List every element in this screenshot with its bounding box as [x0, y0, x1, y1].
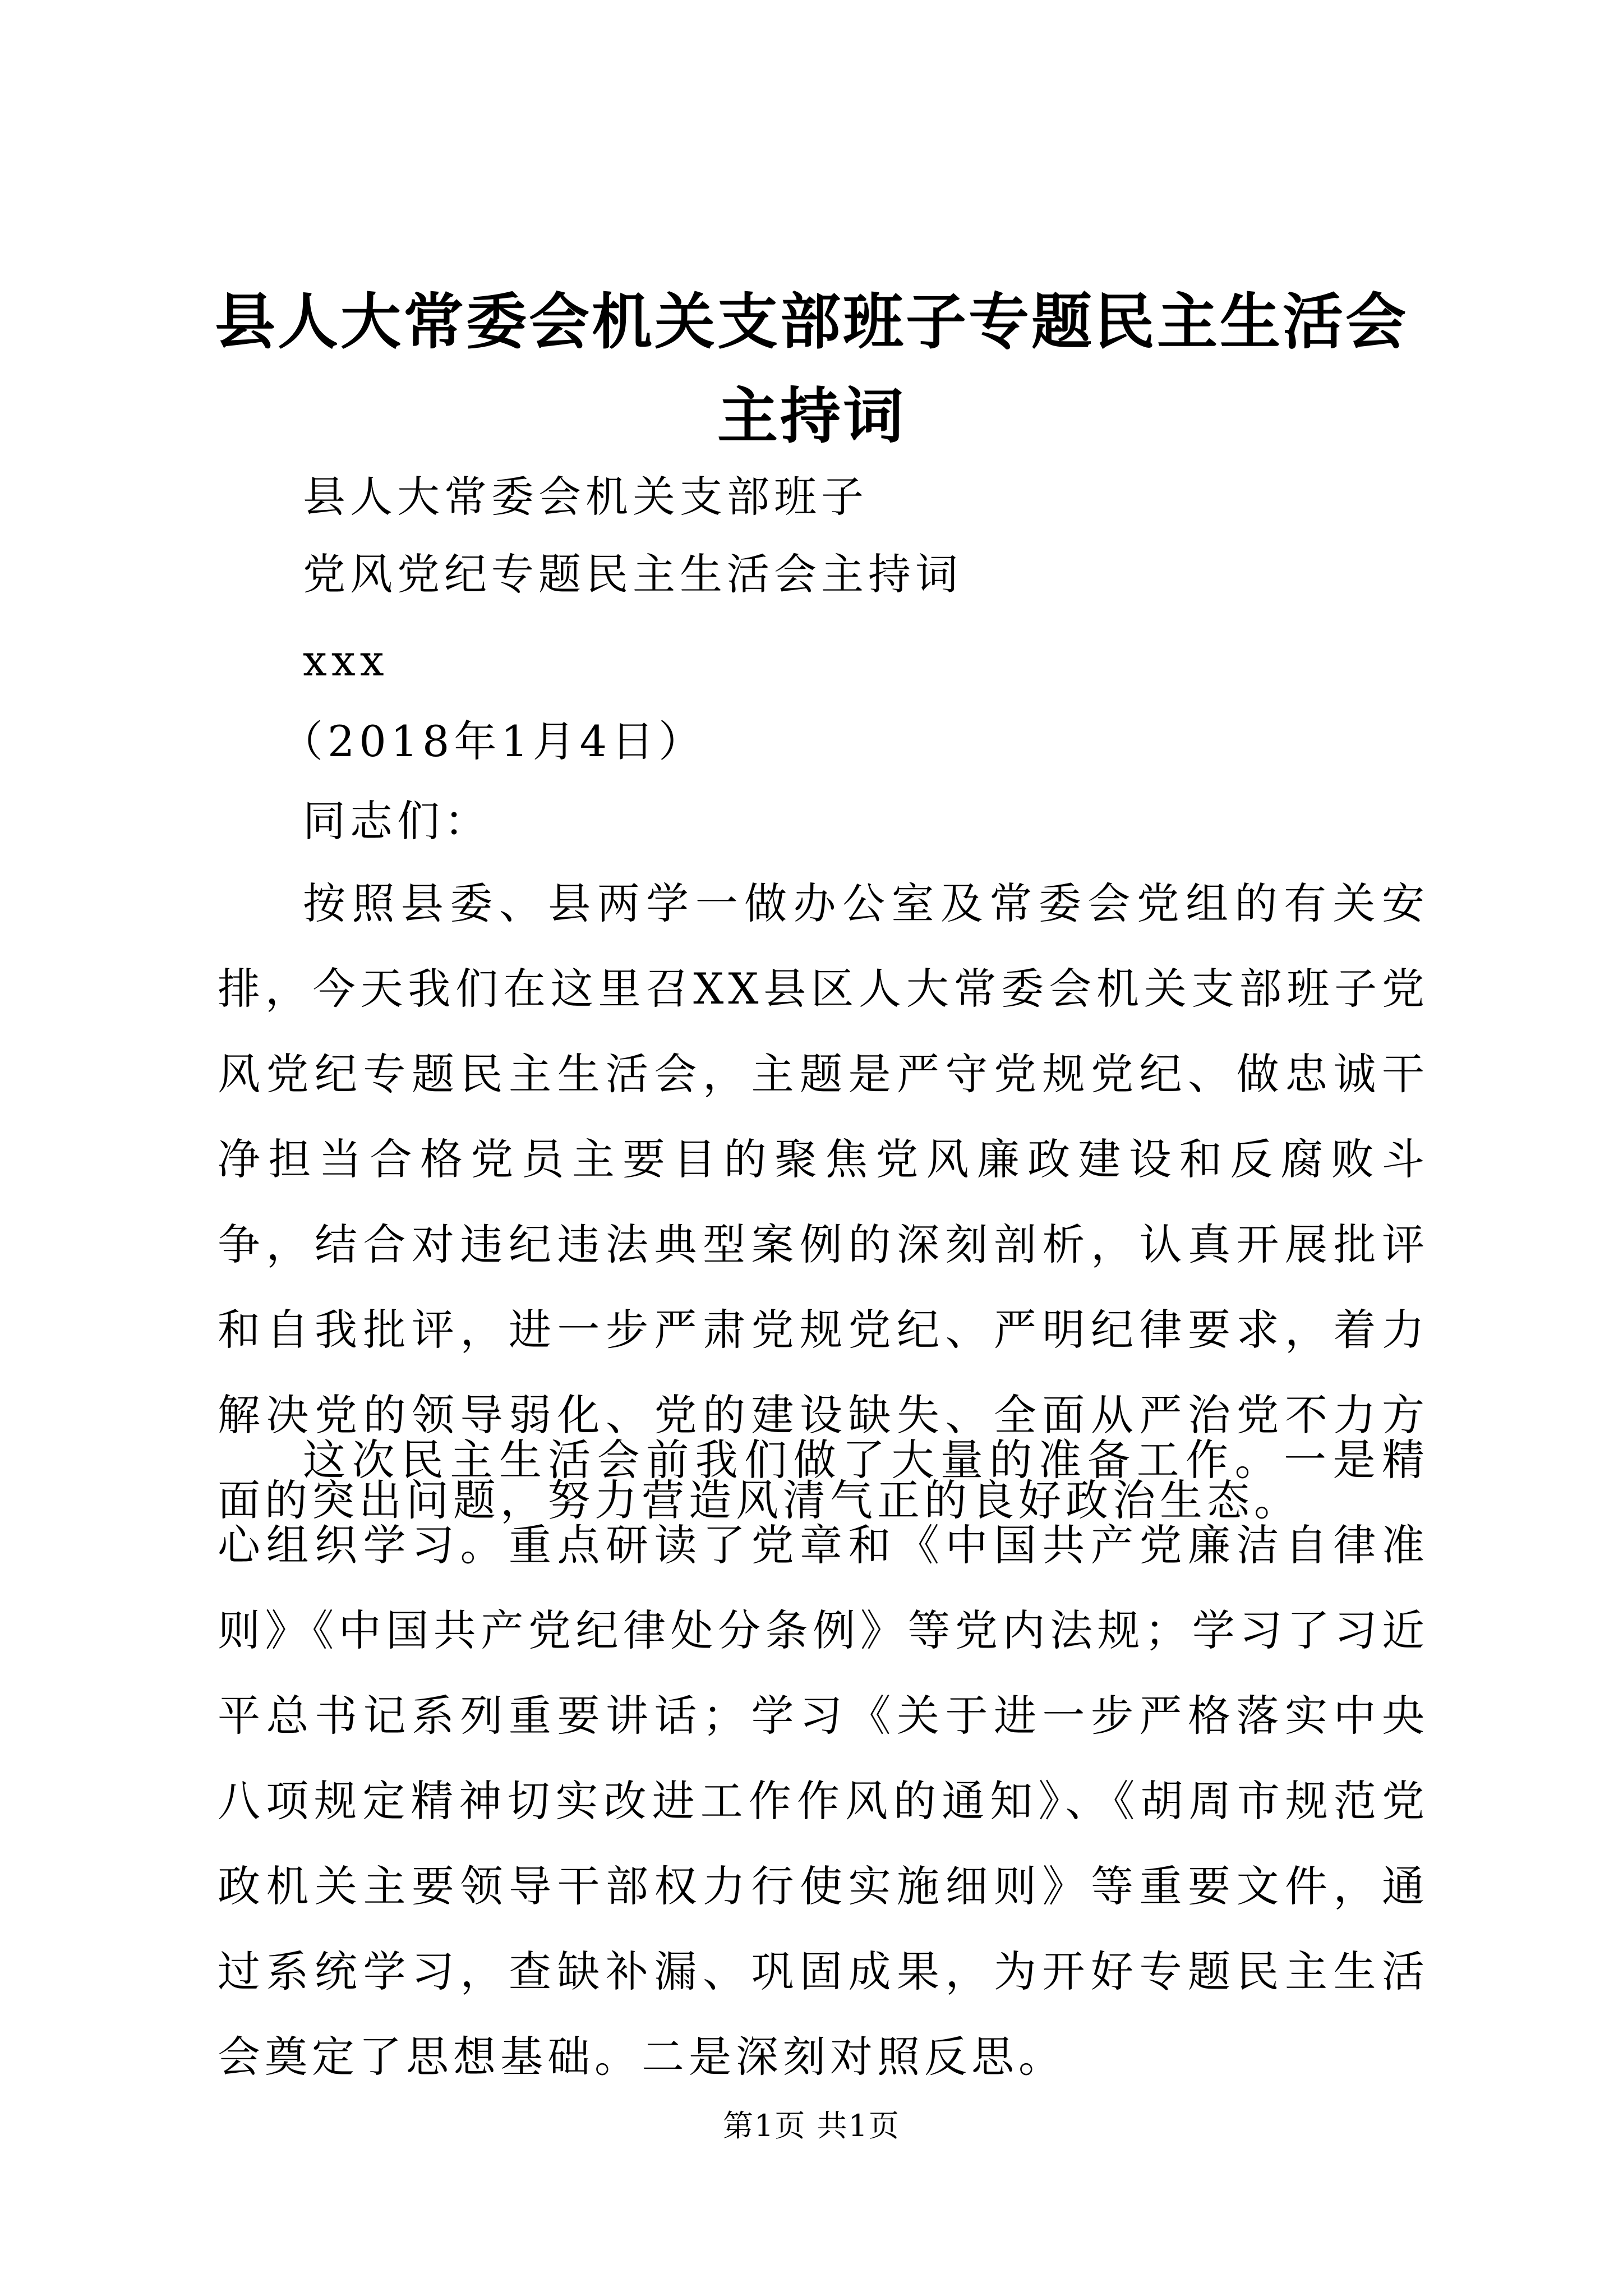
paragraph-2: 这次民主生活会前我们做了大量的准备工作。一是精心组织学习。重点研读了党章和《中国共产党廉洁自律准则》《中国共产党纪律处分条例》等党内法规；学习了习近平总书记系列重要讲话；学习《关于进一步严格落实中央八项规定精神切实改进工作作风的通知》、《胡周市规范党政机关主要领导干部权力行使实施细则》等重要文件，通过系统学习，查缺补漏、巩固成果，为开好专题民主生活会奠定了思想基础。二是深刻对照反思。: [218, 1435, 1429, 2082]
paragraph-1: 按照县委、县两学一做办公室及常委会党组的有关安排，今天我们在这里召XX县区人大常委会机关支部班子党风党纪专题民主生活会，主题是严守党规党纪、做忠诚干净担当合格党员主要目的聚焦党风廉政建设和反腐败斗争，结合对违纪违法典型案例的深刻剖析，认真开展批评和自我批评，进一步严肃党规党纪、严明纪律要求，着力解决党的领导弱化、党的建设缺失、全面从严治党不力方面的突出问题，努力营造风清气正的良好政治生态。: [218, 878, 1429, 1525]
header-line-speaker: xxx: [303, 636, 389, 685]
header-line-org: 县人大常委会机关支部班子: [303, 472, 868, 522]
header-line-subject: 党风党纪专题民主生活会主持词: [303, 549, 962, 599]
document-title: 县人大常委会机关支部班子专题民主生活会主持词: [214, 287, 1408, 452]
header-line-date: （2018年1月4日）: [280, 716, 706, 766]
page-footer: 第1页 共1页: [723, 2108, 900, 2143]
salutation: 同志们：: [303, 796, 491, 846]
